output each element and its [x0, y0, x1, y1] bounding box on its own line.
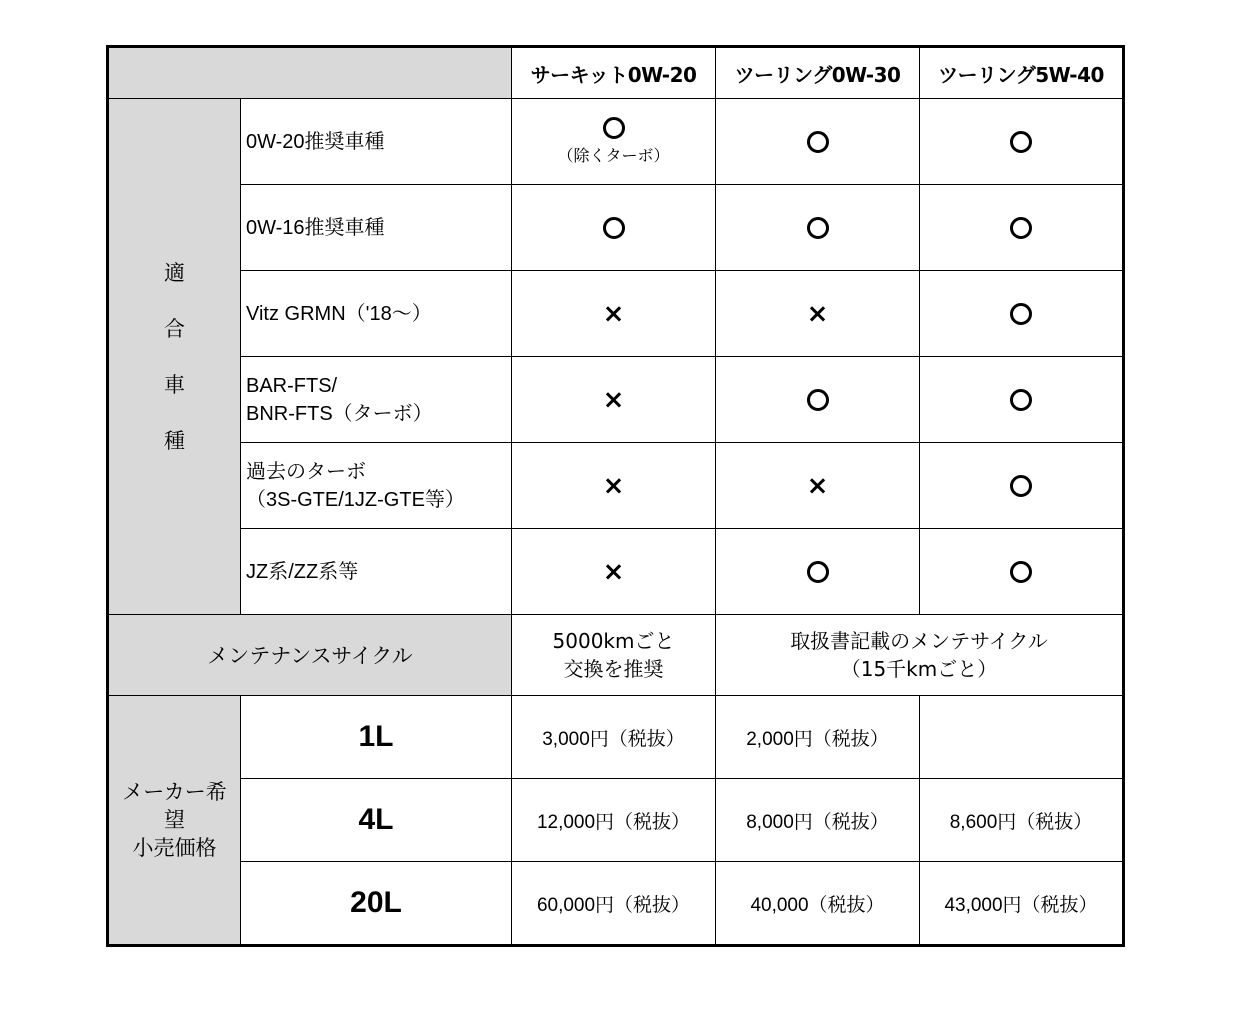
- compat-cell: [512, 99, 716, 185]
- price-row: [108, 862, 1124, 946]
- price-cell: 40,000（税抜）: [716, 862, 920, 946]
- circle-mark-icon: [603, 117, 625, 139]
- compat-cell: [920, 529, 1124, 615]
- compat-cell: [716, 529, 920, 615]
- cross-mark-icon: ×: [806, 298, 829, 329]
- compat-cell: [512, 271, 716, 357]
- vehicle-name: 0W-16推奨車種: [241, 185, 512, 271]
- compat-note: （除くターボ）: [557, 146, 670, 165]
- header-row: [108, 47, 1124, 99]
- circle-mark-icon: [807, 389, 829, 411]
- vehicle-name: 0W-20推奨車種: [241, 99, 512, 185]
- cross-mark-icon: ×: [806, 470, 829, 501]
- compat-cell: [920, 99, 1124, 185]
- table-row: [108, 185, 1124, 271]
- table-row: [108, 357, 1124, 443]
- vehicle-name: Vitz GRMN（'18～）: [241, 271, 512, 357]
- volume-label: 20L: [241, 862, 512, 946]
- compat-cell: [716, 357, 920, 443]
- compat-cell: [716, 185, 920, 271]
- compat-cell: [512, 185, 716, 271]
- circle-mark-icon: [807, 217, 829, 239]
- circle-mark-icon: [807, 131, 829, 153]
- circle-mark-icon: [603, 217, 625, 239]
- header-circuit-0w20: サーキット0W-20: [512, 47, 716, 99]
- price-row: [108, 696, 1124, 779]
- price-cell: 43,000円（税抜）: [920, 862, 1124, 946]
- circle-mark-icon: [1010, 131, 1032, 153]
- oil-compatibility-table: [106, 45, 1125, 947]
- compat-cell: [920, 357, 1124, 443]
- price-cell: 2,000円（税抜）: [716, 696, 920, 779]
- price-cell: 60,000円（税抜）: [512, 862, 716, 946]
- compat-cell: [920, 271, 1124, 357]
- compat-cell: [920, 185, 1124, 271]
- price-row: [108, 779, 1124, 862]
- cross-mark-icon: ×: [602, 470, 625, 501]
- vehicle-name: JZ系/ZZ系等: [241, 529, 512, 615]
- compat-cell: [716, 99, 920, 185]
- table-row: [108, 99, 1124, 185]
- applicable-vehicles-label: 適 合 車 種: [108, 99, 241, 615]
- compat-cell: [512, 443, 716, 529]
- compat-cell: [716, 443, 920, 529]
- volume-label: 4L: [241, 779, 512, 862]
- cross-mark-icon: ×: [602, 298, 625, 329]
- table-row: [108, 529, 1124, 615]
- msrp-label: メーカー希 望 小売価格: [108, 696, 241, 946]
- maintenance-circuit: 5000kmごと 交換を推奨: [512, 615, 716, 696]
- header-touring-0w30: ツーリング0W-30: [716, 47, 920, 99]
- circle-mark-icon: [1010, 217, 1032, 239]
- maintenance-cycle-label: メンテナンスサイクル: [108, 615, 512, 696]
- circle-mark-icon: [1010, 561, 1032, 583]
- compat-cell: [512, 357, 716, 443]
- table-row: [108, 271, 1124, 357]
- header-blank-cell: [108, 47, 512, 99]
- maintenance-touring: 取扱書記載のメンテサイクル （15千kmごと）: [716, 615, 1124, 696]
- price-cell: 3,000円（税抜）: [512, 696, 716, 779]
- price-cell: 8,000円（税抜）: [716, 779, 920, 862]
- price-cell: 8,600円（税抜）: [920, 779, 1124, 862]
- circle-mark-icon: [1010, 389, 1032, 411]
- price-cell: 12,000円（税抜）: [512, 779, 716, 862]
- compat-cell: [920, 443, 1124, 529]
- header-touring-5w40: ツーリング5W-40: [920, 47, 1124, 99]
- cross-mark-icon: ×: [602, 556, 625, 587]
- maintenance-row: [108, 615, 1124, 696]
- price-cell: [920, 696, 1124, 779]
- vehicle-name: 過去のターボ （3S-GTE/1JZ-GTE等）: [241, 443, 512, 529]
- cross-mark-icon: ×: [602, 384, 625, 415]
- compat-cell: [512, 529, 716, 615]
- circle-mark-icon: [1010, 475, 1032, 497]
- circle-mark-icon: [807, 561, 829, 583]
- circle-mark-icon: [1010, 303, 1032, 325]
- volume-label: 1L: [241, 696, 512, 779]
- compat-cell: [716, 271, 920, 357]
- table-row: [108, 443, 1124, 529]
- vehicle-name: BAR-FTS/ BNR-FTS（ターボ）: [241, 357, 512, 443]
